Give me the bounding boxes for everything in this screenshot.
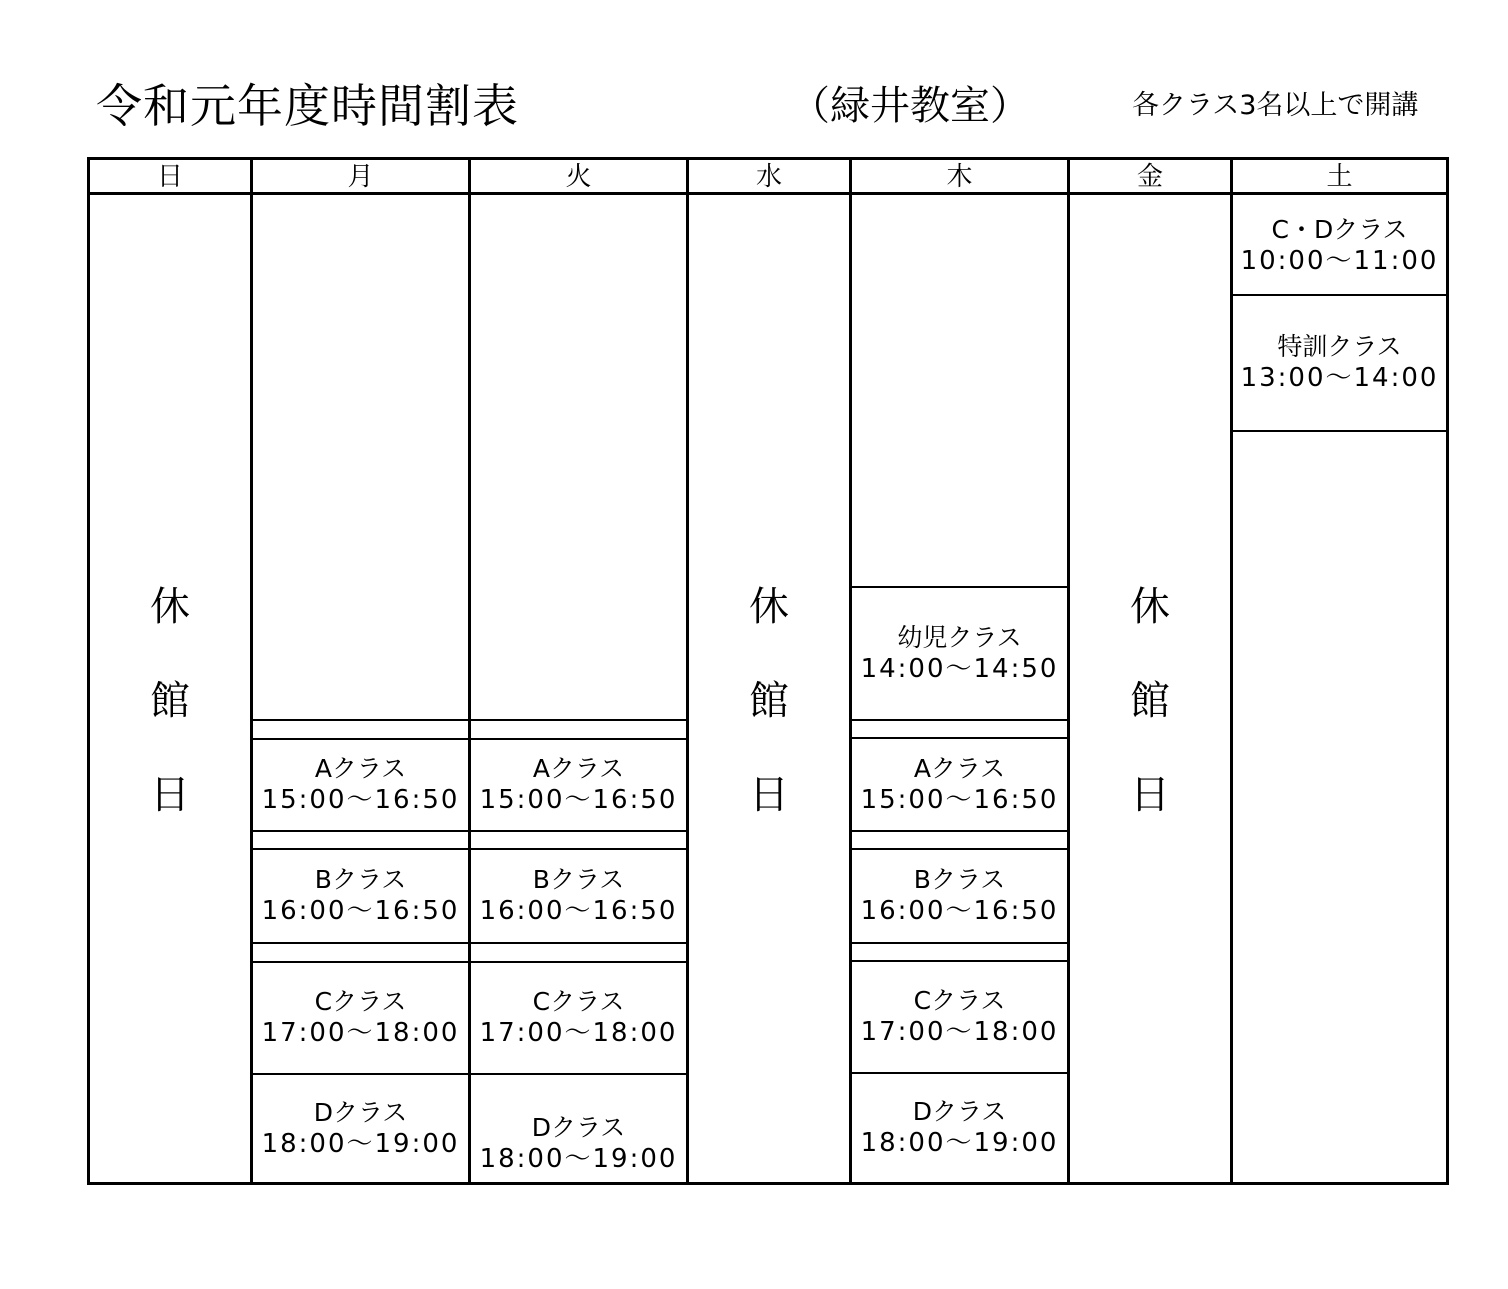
closed-friday: [1070, 560, 1230, 842]
class-time: 18:00～19:00: [261, 1129, 460, 1159]
closed-char: 休: [150, 584, 190, 630]
closed-char: 日: [150, 772, 190, 818]
timetable: [87, 157, 1449, 1185]
page-title: 令和元年度時間割表: [96, 79, 519, 133]
saturday-class-cd: [1233, 198, 1446, 294]
class-name: Bクラス: [314, 865, 407, 894]
day-header-wednesday: 水: [755, 162, 782, 192]
tuesday-class-a: [471, 740, 686, 830]
class-name: Bクラス: [532, 865, 625, 894]
day-header-friday: 金: [1136, 162, 1163, 192]
closed-sunday: [90, 560, 250, 842]
class-name: 特訓クラス: [1277, 332, 1402, 361]
class-name: Cクラス: [913, 986, 1006, 1015]
day-header-saturday: 土: [1326, 162, 1353, 192]
closed-char: 館: [1130, 678, 1170, 724]
closed-char: 日: [1130, 772, 1170, 818]
closed-char: 休: [749, 584, 789, 630]
thursday-class-c: [852, 962, 1067, 1072]
thursday-class-b: [852, 850, 1067, 942]
class-name: C・Dクラス: [1271, 215, 1408, 244]
tuesday-class-c: [471, 963, 686, 1073]
class-name: Dクラス: [531, 1113, 626, 1142]
class-time: 18:00～19:00: [860, 1128, 1059, 1158]
class-name: Bクラス: [913, 865, 1006, 894]
class-time: 16:00～16:50: [261, 896, 460, 926]
class-name: Dクラス: [313, 1098, 408, 1127]
class-time: 14:00～14:50: [860, 653, 1059, 684]
classroom-name: （緑井教室）: [790, 83, 1030, 129]
class-time: 16:00～16:50: [479, 896, 678, 926]
opening-note: 各クラス3名以上で開講: [1132, 90, 1419, 121]
monday-class-c: [253, 963, 468, 1073]
day-header-sunday: 日: [156, 162, 183, 192]
class-time: 10:00～11:00: [1240, 246, 1439, 276]
monday-class-d: [253, 1075, 468, 1183]
closed-wednesday: [689, 560, 849, 842]
closed-char: 休: [1130, 584, 1170, 630]
class-time: 15:00～16:50: [479, 785, 678, 815]
monday-class-a: [253, 740, 468, 830]
class-time: 13:00～14:00: [1240, 363, 1439, 393]
class-name: Aクラス: [314, 754, 407, 783]
thursday-class-a: [852, 739, 1067, 830]
day-header-tuesday: 火: [565, 162, 592, 192]
class-time: 17:00～18:00: [261, 1018, 460, 1048]
thursday-class-infant: [852, 588, 1067, 719]
class-name: 幼児クラス: [897, 622, 1022, 652]
class-name: Aクラス: [913, 753, 1006, 783]
day-header-thursday: 木: [946, 162, 973, 192]
closed-char: 日: [749, 772, 789, 818]
class-time: 17:00～18:00: [860, 1017, 1059, 1047]
class-name: Cクラス: [532, 987, 625, 1016]
tuesday-class-b: [471, 850, 686, 942]
thursday-class-d: [852, 1074, 1067, 1182]
class-time: 17:00～18:00: [479, 1018, 678, 1048]
class-name: Aクラス: [532, 754, 625, 783]
monday-class-b: [253, 850, 468, 942]
class-time: 15:00～16:50: [261, 785, 460, 815]
class-name: Dクラス: [912, 1097, 1007, 1126]
closed-char: 館: [150, 678, 190, 724]
tuesday-class-d: [471, 1090, 686, 1198]
class-time: 15:00～16:50: [860, 784, 1059, 815]
class-time: 16:00～16:50: [860, 896, 1059, 926]
class-name: Cクラス: [314, 987, 407, 1016]
class-time: 18:00～19:00: [479, 1144, 678, 1174]
closed-char: 館: [749, 678, 789, 724]
saturday-class-special: [1233, 296, 1446, 430]
day-header-monday: 月: [347, 162, 374, 192]
